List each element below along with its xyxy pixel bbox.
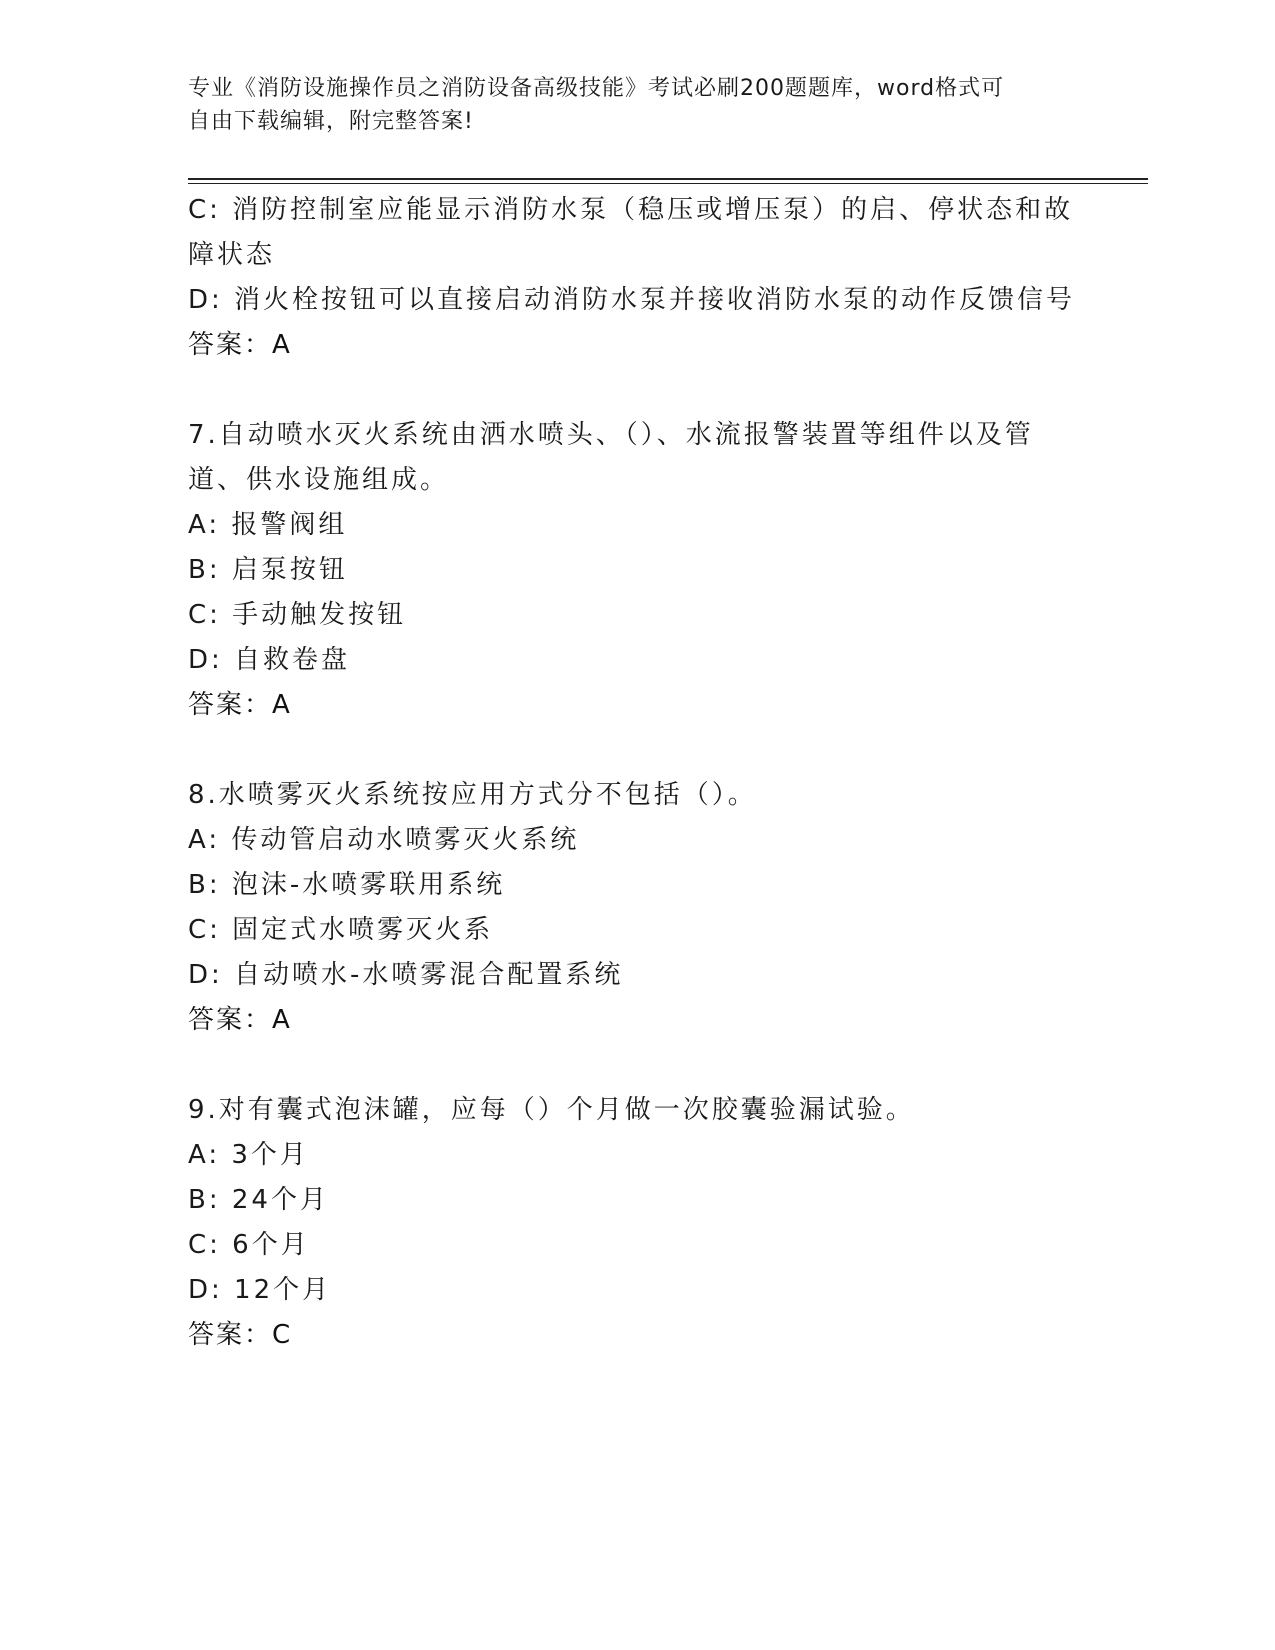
option-a: A: 3个月	[188, 1140, 309, 1170]
option-a: A: 报警阀组	[188, 510, 348, 540]
option-c: C: 手动触发按钮	[188, 600, 407, 630]
option-b: B: 24个月	[188, 1185, 329, 1215]
header-rule-thick	[188, 178, 1148, 180]
option-b: B: 泡沫-水喷雾联用系统	[188, 870, 506, 900]
option-d: D: 12个月	[188, 1275, 332, 1305]
answer-line: 答案：A	[188, 1005, 292, 1035]
option-d: D: 自动喷水-水喷雾混合配置系统	[188, 960, 624, 990]
header-line-2: 自由下载编辑，附完整答案!	[188, 109, 474, 134]
question-8	[188, 773, 1088, 1043]
header-line-1: 专业《消防设施操作员之消防设备高级技能》考试必刷200题题库，word格式可	[188, 76, 1005, 101]
option-d: D: 自救卷盘	[188, 645, 351, 675]
spacer	[188, 1043, 1088, 1088]
answer-line: 答案：A	[188, 330, 292, 360]
question-7	[188, 413, 1088, 728]
option-c: C: 6个月	[188, 1230, 310, 1260]
header-rule-thin	[188, 183, 1148, 184]
option-a: A: 传动管启动水喷雾灭火系统	[188, 825, 580, 855]
document-body	[188, 188, 1088, 1358]
document-header	[188, 72, 1068, 138]
question-stem: 7.自动喷水灭火系统由洒水喷头、（）、水流报警装置等组件以及管道、供水设施组成。	[188, 420, 1034, 495]
question-stem: 9.对有囊式泡沫罐，应每（）个月做一次胶囊验漏试验。	[188, 1095, 915, 1125]
option-c: C: 消防控制室应能显示消防水泵（稳压或增压泵）的启、停状态和故障状态	[188, 195, 1074, 270]
question-9	[188, 1088, 1088, 1358]
spacer	[188, 368, 1088, 413]
question-stem: 8.水喷雾灭火系统按应用方式分不包括（）。	[188, 780, 757, 810]
option-b: B: 启泵按钮	[188, 555, 348, 585]
option-c: C: 固定式水喷雾灭火系	[188, 915, 494, 945]
option-d: D: 消火栓按钮可以直接启动消防水泵并接收消防水泵的动作反馈信号	[188, 285, 1076, 315]
spacer	[188, 728, 1088, 773]
answer-line: 答案：A	[188, 690, 292, 720]
carryover-block	[188, 188, 1088, 368]
answer-line: 答案：C	[188, 1320, 293, 1350]
